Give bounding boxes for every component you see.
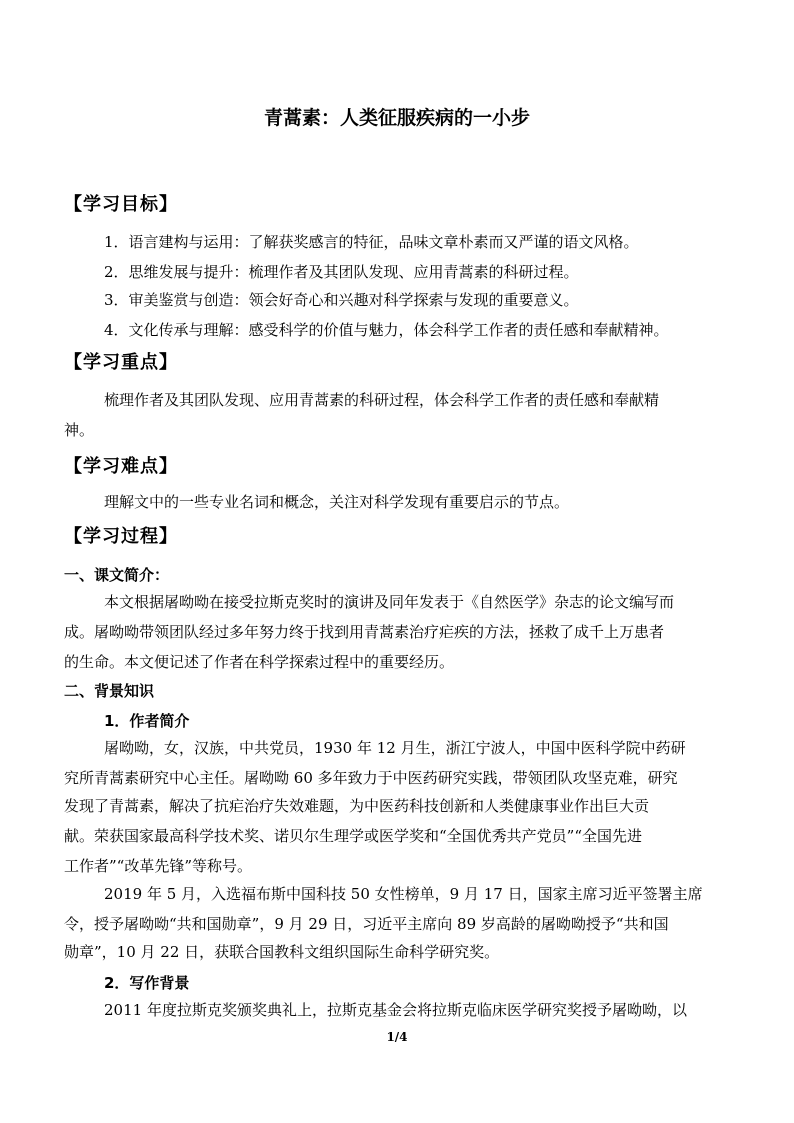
section-difficulty-heading: 【学习难点】 [64,456,178,477]
background-heading: 二、背景知识 [64,682,155,700]
key-line-2: 神。 [64,421,95,439]
author-heading: 1．作者简介 [104,712,190,730]
writing-heading: 2．写作背景 [104,974,190,992]
intro-line-2: 成。屠呦呦带领团队经过多年努力终于找到用青蒿素治疗疟疾的方法，拯救了成千上万患者 [64,623,665,641]
author-line-4: 献。荣获国家最高科学技术奖、诺贝尔生理学或医学奖和“全国优秀共产党员”“全国先进 [64,827,643,845]
section-key-heading: 【学习重点】 [64,352,178,373]
goal-item-2: 2．思维发展与提升：梳理作者及其团队发现、应用青蒿素的科研过程。 [104,263,579,281]
page-number: 1/4 [386,1030,408,1044]
page-title: 青蒿素：人类征服疾病的一小步 [263,107,530,129]
writing-line-1: 2011 年度拉斯克奖颁奖典礼上，拉斯克基金会将拉斯克临床医学研究奖授予屠呦呦，以 [104,1001,687,1019]
award-line-2: 令，授予屠呦呦“共和国勋章”，9 月 29 日，习近平主席向 89 岁高龄的屠呦呦授予“共和国 [64,915,669,933]
goal-item-1: 1．语言建构与运用：了解获奖感言的特征，品味文章朴素而又严谨的语文风格。 [104,233,639,251]
goal-item-3: 3．审美鉴赏与创造：领会好奇心和兴趣对科学探索与发现的重要意义。 [104,291,579,309]
section-process-heading: 【学习过程】 [64,526,178,547]
author-line-2: 究所青蒿素研究中心主任。屠呦呦 60 多年致力于中医药研究实践，带领团队攻坚克难，研究 [64,769,678,787]
award-line-1: 2019 年 5 月，入选福布斯中国科技 50 女性榜单，9 月 17 日，国家主席习近平签署主席 [104,885,703,903]
intro-line-3: 的生命。本文便记述了作者在科学探索过程中的重要经历。 [64,653,455,671]
key-line-1: 梳理作者及其团队发现、应用青蒿素的科研过程，体会科学工作者的责任感和奉献精 [104,391,660,409]
author-line-1: 屠呦呦，女，汉族，中共党员，1930 年 12 月生，浙江宁波人，中国中医科学院中药研 [104,739,686,757]
author-line-3: 发现了青蒿素，解决了抗疟治疗失效难题，为中医药科技创新和人类健康事业作出巨大贡 [64,797,650,815]
intro-line-1: 本文根据屠呦呦在接受拉斯克奖时的演讲及同年发表于《自然医学》杂志的论文编写而 [104,593,675,611]
difficulty-line: 理解文中的一些专业名词和概念，关注对科学发现有重要启示的节点。 [104,493,570,511]
author-line-5: 工作者”“改革先锋”等称号。 [64,857,253,875]
goal-item-4: 4．文化传承与理解：感受科学的价值与魅力，体会科学工作者的责任感和奉献精神。 [104,321,669,339]
section-goals-heading: 【学习目标】 [64,194,178,215]
intro-heading: 一、课文简介： [64,566,170,584]
award-line-3: 勋章”，10 月 22 日，获联合国教科文组织国际生命科学研究奖。 [64,943,500,961]
